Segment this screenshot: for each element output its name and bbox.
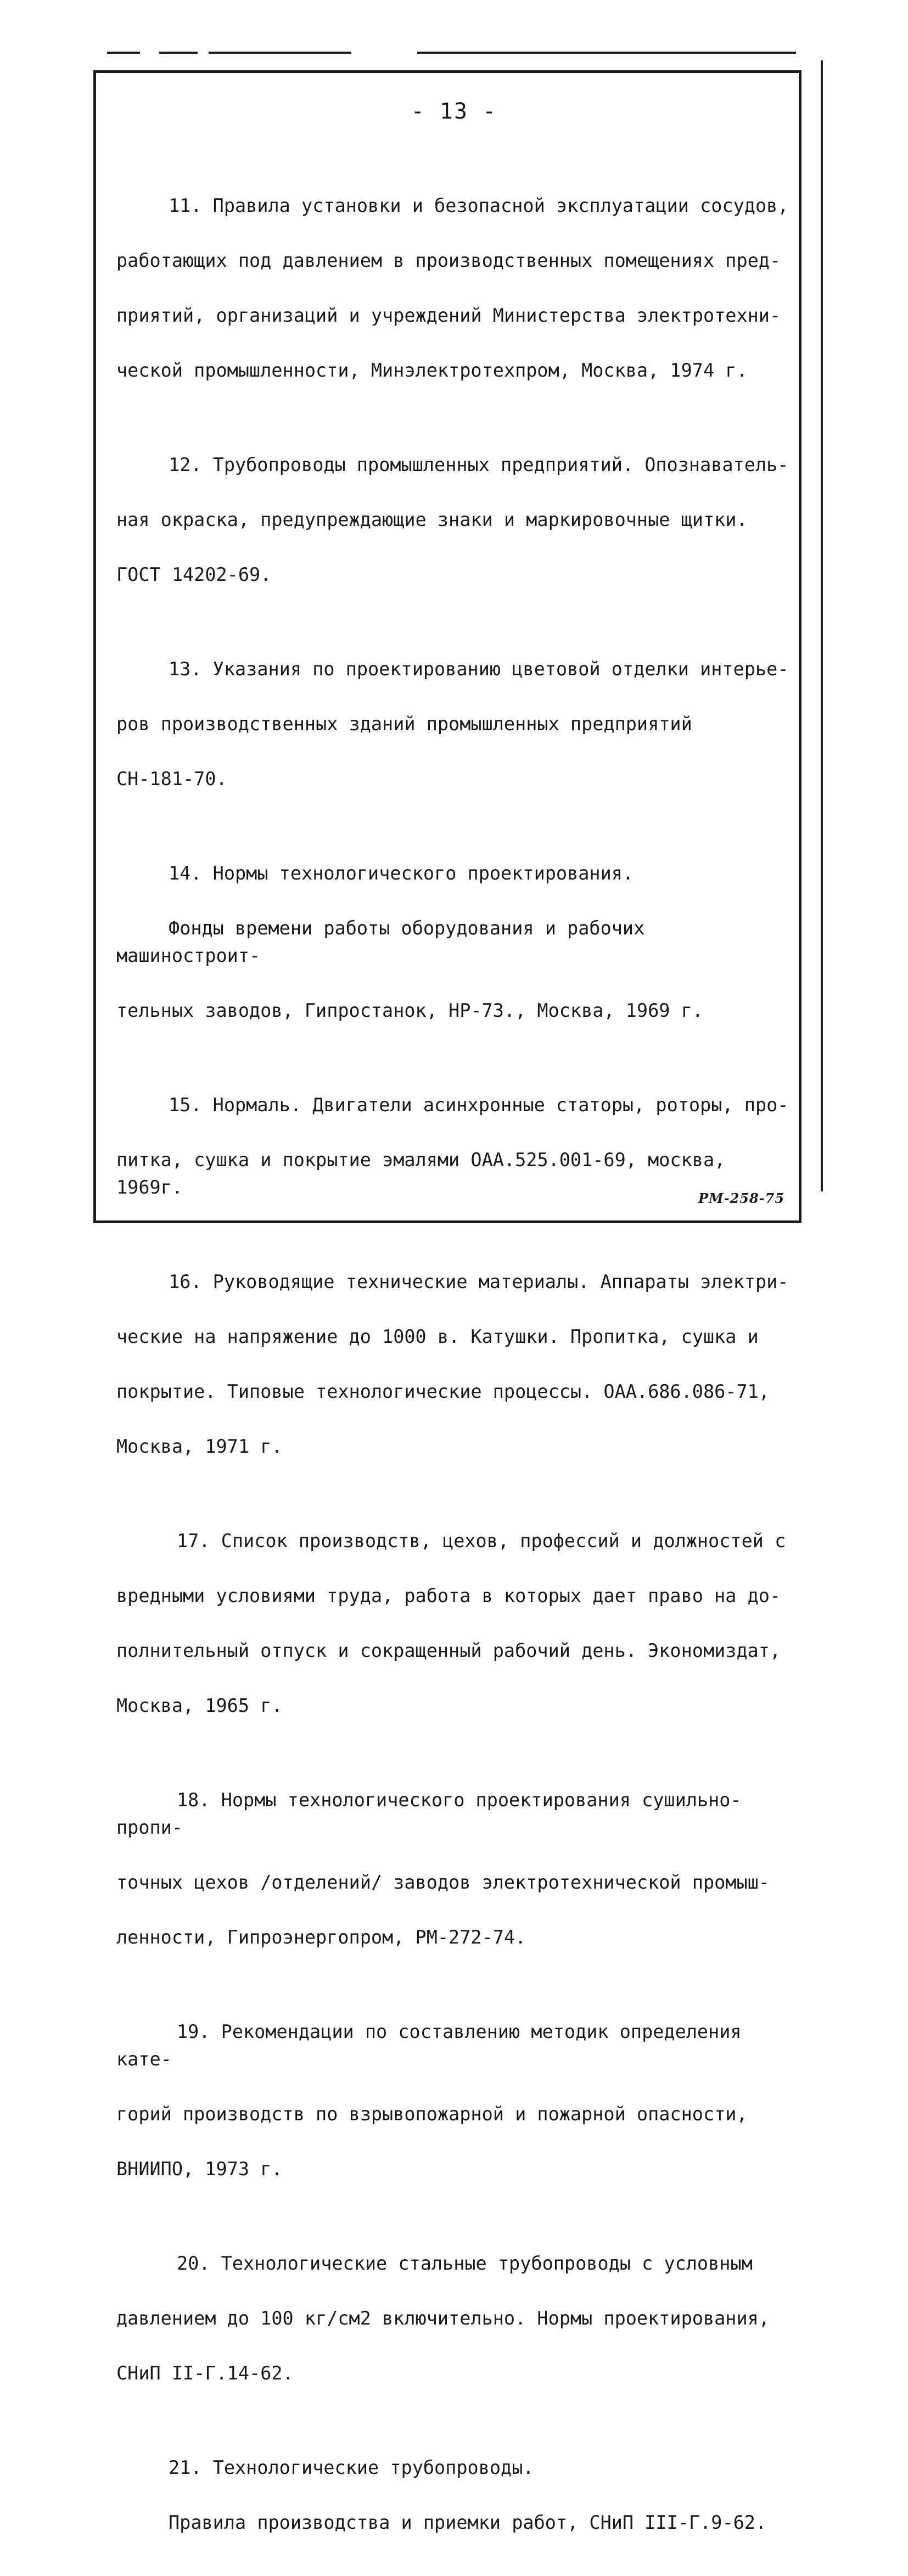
reference-line: горий производств по взрывопожарной и пожарной опасности, bbox=[116, 2103, 748, 2125]
reference-line: ческие на напряжение до 1000 в. Катушки. Пропитка, сушка и bbox=[116, 1326, 759, 1347]
top-dash-line bbox=[107, 52, 140, 54]
reference-item-19 bbox=[116, 1991, 797, 2210]
reference-line: питка, сушка и покрытие эмалями ОАА.525.001-69, москва, 1969г. bbox=[116, 1149, 726, 1198]
reference-line: покрытие. Типовые технологические процессы. ОАА.686.086-71, bbox=[116, 1381, 770, 1402]
reference-line: ГОСТ 14202-69. bbox=[116, 564, 272, 585]
page-number: - 13 - bbox=[411, 99, 497, 124]
reference-line: работающих под давлением в производственных помещениях пред- bbox=[116, 250, 781, 271]
reference-line: вредными условиями труда, работа в которых дает право на до- bbox=[116, 1585, 781, 1606]
reference-line: 12. Трубопроводы промышленных предприятий. Опознаватель- bbox=[169, 454, 789, 475]
reference-line: ров производственных зданий промышленных предприятий bbox=[116, 713, 692, 735]
reference-line: ческой промышленности, Минэлектротехпром, Москва, 1974 г. bbox=[116, 360, 748, 381]
reference-item-14 bbox=[116, 832, 797, 1052]
top-dash-line bbox=[417, 52, 796, 54]
reference-line: точных цехов /отделений/ заводов электротехнической промыш- bbox=[116, 1872, 770, 1893]
reference-line: ленности, Гипроэнергопром, РМ-272-74. bbox=[116, 1927, 526, 1948]
reference-list bbox=[116, 165, 797, 2576]
top-dash-line bbox=[209, 52, 351, 54]
reference-item-21 bbox=[116, 2427, 797, 2564]
reference-line: 17. Список производств, цехов, профессий и должностей с bbox=[177, 1530, 786, 1552]
reference-line: 20. Технологические стальные трубопроводы с условным bbox=[177, 2253, 753, 2274]
reference-item-16 bbox=[116, 1241, 797, 1488]
reference-item-18 bbox=[116, 1759, 797, 1979]
page-frame-right-rule bbox=[821, 60, 823, 1191]
reference-line: Фонды времени работы оборудования и рабочих машиностроит- bbox=[116, 917, 645, 966]
reference-item-13 bbox=[116, 628, 797, 820]
reference-line: 21. Технологические трубопроводы. bbox=[169, 2457, 534, 2478]
document-code: РМ-258-75 bbox=[698, 1190, 785, 1206]
reference-line: 15. Нормаль. Двигатели асинхронные статоры, роторы, про- bbox=[169, 1094, 789, 1116]
reference-line: ная окраска, предупреждающие знаки и маркировочные щитки. bbox=[116, 509, 748, 530]
reference-line: 16. Руководящие технические материалы. Аппараты электри- bbox=[169, 1271, 789, 1292]
reference-line: 18. Нормы технологического проектирования сушильно-пропи- bbox=[116, 1789, 742, 1838]
reference-line: тельных заводов, Гипростанок, НР-73., Москва, 1969 г. bbox=[116, 1000, 703, 1021]
reference-item-12 bbox=[116, 424, 797, 616]
top-dash-line bbox=[159, 52, 198, 54]
reference-line: ВНИИПО, 1973 г. bbox=[116, 2158, 283, 2180]
reference-line: 13. Указания по проектированию цветовой отделки интерье- bbox=[169, 658, 789, 680]
reference-line: СНиП II-Г.14-62. bbox=[116, 2362, 294, 2384]
reference-line: Правила производства и приемки работ, СНиП III-Г.9-62. bbox=[169, 2512, 767, 2533]
reference-line: давлением до 100 кг/см2 включительно. Нормы проектирования, bbox=[116, 2308, 770, 2329]
reference-line: полнительный отпуск и сокращенный рабочий день. Экономиздат, bbox=[116, 1640, 781, 1661]
reference-line: 19. Рекомендации по составлению методик определения кате- bbox=[116, 2021, 742, 2070]
reference-line: Москва, 1965 г. bbox=[116, 1695, 283, 1716]
reference-item-11 bbox=[116, 165, 797, 412]
reference-item-20 bbox=[116, 2222, 797, 2415]
reference-line: Москва, 1971 г. bbox=[116, 1436, 283, 1457]
reference-item-15 bbox=[116, 1064, 797, 1229]
reference-line: 14. Нормы технологического проектирования. bbox=[169, 863, 634, 884]
reference-item-17 bbox=[116, 1500, 797, 1747]
reference-line: СН-181-70. bbox=[116, 768, 227, 789]
reference-line: 11. Правила установки и безопасной эксплуатации сосудов, bbox=[169, 195, 789, 216]
reference-line: приятий, организаций и учреждений Министерства электротехни- bbox=[116, 305, 781, 326]
